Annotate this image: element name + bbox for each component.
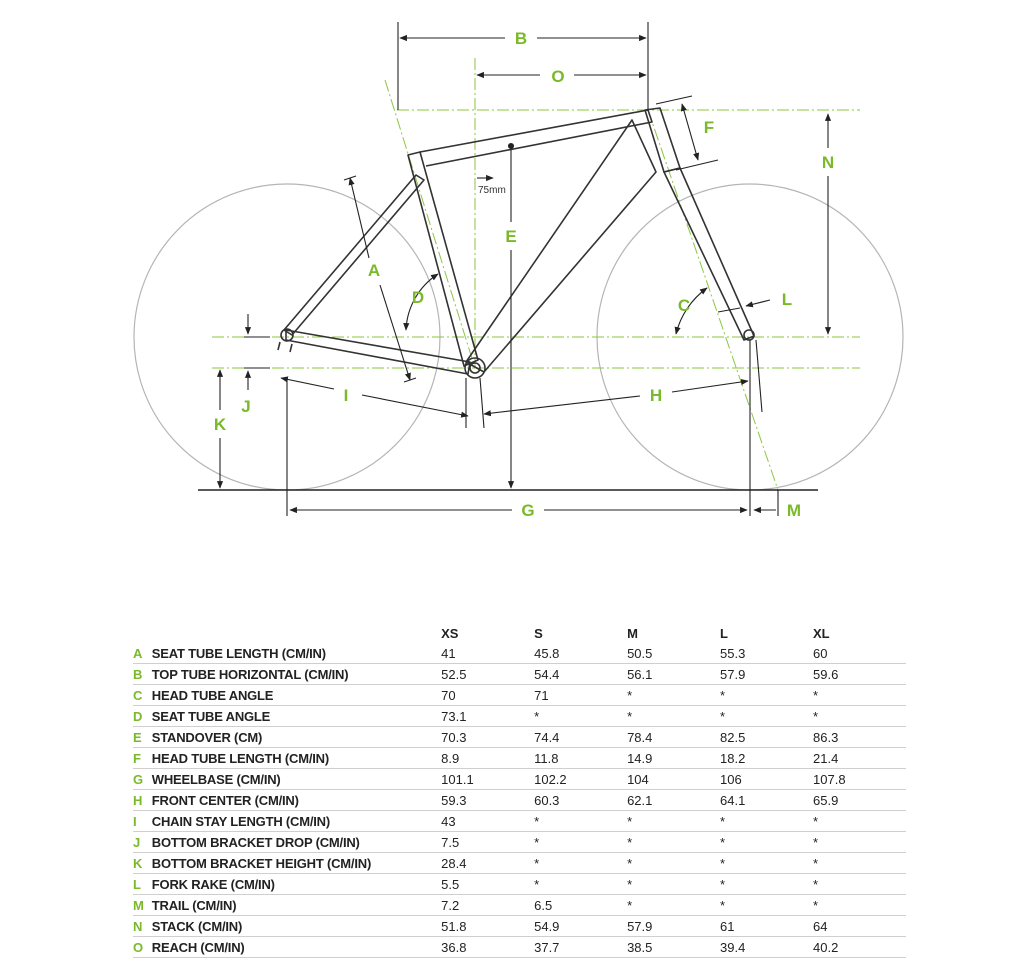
row-value: * (720, 895, 813, 916)
row-letter: A (133, 643, 152, 664)
row-letter: H (133, 790, 152, 811)
label-e: E (505, 227, 517, 246)
row-letter: M (133, 895, 152, 916)
row-value: * (627, 874, 720, 895)
row-value: 54.4 (534, 664, 627, 685)
row-value: 60.3 (534, 790, 627, 811)
row-value: 70.3 (441, 727, 534, 748)
row-letter: N (133, 916, 152, 937)
row-name: CHAIN STAY LENGTH (CM/IN) (152, 811, 441, 832)
row-value: 11.8 (534, 748, 627, 769)
table-row (133, 727, 906, 748)
row-name: BOTTOM BRACKET HEIGHT (CM/IN) (152, 853, 441, 874)
table-row (133, 895, 906, 916)
row-value: 78.4 (627, 727, 720, 748)
row-value: 54.9 (534, 916, 627, 937)
table-row (133, 916, 906, 937)
row-name: FRONT CENTER (CM/IN) (152, 790, 441, 811)
row-value: * (720, 853, 813, 874)
row-letter: I (133, 811, 152, 832)
row-value: 57.9 (720, 664, 813, 685)
row-value: 28.4 (441, 853, 534, 874)
row-value: * (627, 685, 720, 706)
row-value: 65.9 (813, 790, 906, 811)
table-row (133, 706, 906, 727)
row-name: STANDOVER (CM) (152, 727, 441, 748)
size-header: XS (441, 625, 459, 641)
table-row (133, 685, 906, 706)
row-letter: L (133, 874, 152, 895)
row-value: 59.3 (441, 790, 534, 811)
row-value: 37.7 (534, 937, 627, 958)
row-letter: G (133, 769, 152, 790)
row-value: 61 (720, 916, 813, 937)
table-row (133, 937, 906, 958)
table-row (133, 769, 906, 790)
table-row (133, 748, 906, 769)
row-value: * (627, 853, 720, 874)
table-header-row (133, 623, 906, 643)
table-row (133, 643, 906, 664)
row-value: * (627, 706, 720, 727)
row-value: 51.8 (441, 916, 534, 937)
label-h: H (649, 386, 663, 405)
table-row (133, 664, 906, 685)
row-value: 59.6 (813, 664, 906, 685)
row-letter: O (133, 937, 152, 958)
row-value: 50.5 (627, 643, 720, 664)
row-value: 56.1 (627, 664, 720, 685)
row-name: TRAIL (CM/IN) (152, 895, 441, 916)
row-value: * (813, 853, 906, 874)
label-c: C (677, 296, 691, 315)
row-value: 102.2 (534, 769, 627, 790)
row-letter: C (133, 685, 152, 706)
row-value: * (627, 895, 720, 916)
row-letter: F (133, 748, 152, 769)
table-row (133, 832, 906, 853)
row-name: TOP TUBE HORIZONTAL (CM/IN) (152, 664, 441, 685)
row-value: * (627, 811, 720, 832)
row-value: 7.2 (441, 895, 534, 916)
row-value: 73.1 (441, 706, 534, 727)
row-name: SEAT TUBE ANGLE (152, 706, 441, 727)
label-g: G (521, 501, 535, 520)
dimension-lines (198, 22, 828, 516)
row-value: * (720, 874, 813, 895)
row-value: 38.5 (627, 937, 720, 958)
row-name: HEAD TUBE ANGLE (152, 685, 441, 706)
row-value: 55.3 (720, 643, 813, 664)
row-value: 36.8 (441, 937, 534, 958)
row-value: 64.1 (720, 790, 813, 811)
table-row (133, 811, 906, 832)
row-name: BOTTOM BRACKET DROP (CM/IN) (152, 832, 441, 853)
row-value: 60 (813, 643, 906, 664)
row-value: * (534, 811, 627, 832)
label-k: K (213, 415, 227, 434)
row-value: 64 (813, 916, 906, 937)
row-value: 74.4 (534, 727, 627, 748)
table-row (133, 874, 906, 895)
row-value: * (720, 685, 813, 706)
row-value: 18.2 (720, 748, 813, 769)
row-value: 71 (534, 685, 627, 706)
row-value: 21.4 (813, 748, 906, 769)
row-name: STACK (CM/IN) (152, 916, 441, 937)
row-value: * (720, 706, 813, 727)
table-row (133, 790, 906, 811)
row-value: * (534, 874, 627, 895)
label-a: A (367, 261, 381, 280)
row-value: * (720, 811, 813, 832)
row-value: 6.5 (534, 895, 627, 916)
row-letter: J (133, 832, 152, 853)
row-value: * (813, 811, 906, 832)
table-row (133, 853, 906, 874)
row-value: 101.1 (441, 769, 534, 790)
row-name: WHEELBASE (CM/IN) (152, 769, 441, 790)
row-value: 107.8 (813, 769, 906, 790)
row-value: 45.8 (534, 643, 627, 664)
row-name: FORK RAKE (CM/IN) (152, 874, 441, 895)
row-value: 52.5 (441, 664, 534, 685)
size-header: M (627, 625, 638, 641)
size-header: XL (813, 625, 830, 641)
row-value: * (813, 895, 906, 916)
row-name: SEAT TUBE LENGTH (CM/IN) (152, 643, 441, 664)
label-b: B (514, 29, 528, 48)
row-value: * (534, 853, 627, 874)
row-value: 41 (441, 643, 534, 664)
row-value: 7.5 (441, 832, 534, 853)
row-value: 40.2 (813, 937, 906, 958)
label-i: I (343, 386, 349, 405)
row-letter: E (133, 727, 152, 748)
row-name: HEAD TUBE LENGTH (CM/IN) (152, 748, 441, 769)
geometry-table (133, 623, 906, 958)
size-header: L (720, 625, 728, 641)
table-header-blank (133, 623, 441, 643)
row-value: * (813, 874, 906, 895)
row-value: * (627, 832, 720, 853)
row-letter: B (133, 664, 152, 685)
row-value: 86.3 (813, 727, 906, 748)
row-letter: K (133, 853, 152, 874)
row-name: REACH (CM/IN) (152, 937, 441, 958)
row-value: 57.9 (627, 916, 720, 937)
row-value: * (813, 685, 906, 706)
row-value: 8.9 (441, 748, 534, 769)
row-value: * (720, 832, 813, 853)
row-letter: D (133, 706, 152, 727)
row-value: 14.9 (627, 748, 720, 769)
row-value: 43 (441, 811, 534, 832)
label-l: L (781, 290, 793, 309)
size-header: S (534, 625, 543, 641)
table-body (133, 643, 906, 958)
row-value: 106 (720, 769, 813, 790)
label-j: J (241, 397, 251, 416)
reference-lines (212, 58, 860, 490)
row-value: * (534, 832, 627, 853)
row-value: 70 (441, 685, 534, 706)
row-value: 5.5 (441, 874, 534, 895)
row-value: * (813, 706, 906, 727)
row-value: * (813, 832, 906, 853)
row-value: 104 (627, 769, 720, 790)
label-n: N (821, 153, 835, 172)
label-m: M (786, 501, 802, 520)
label-d: D (411, 288, 425, 307)
row-value: 39.4 (720, 937, 813, 958)
label-75mm: 75mm (478, 185, 506, 196)
row-value: 82.5 (720, 727, 813, 748)
label-o: O (551, 67, 565, 86)
label-f: F (703, 118, 715, 137)
row-value: * (534, 706, 627, 727)
row-value: 62.1 (627, 790, 720, 811)
